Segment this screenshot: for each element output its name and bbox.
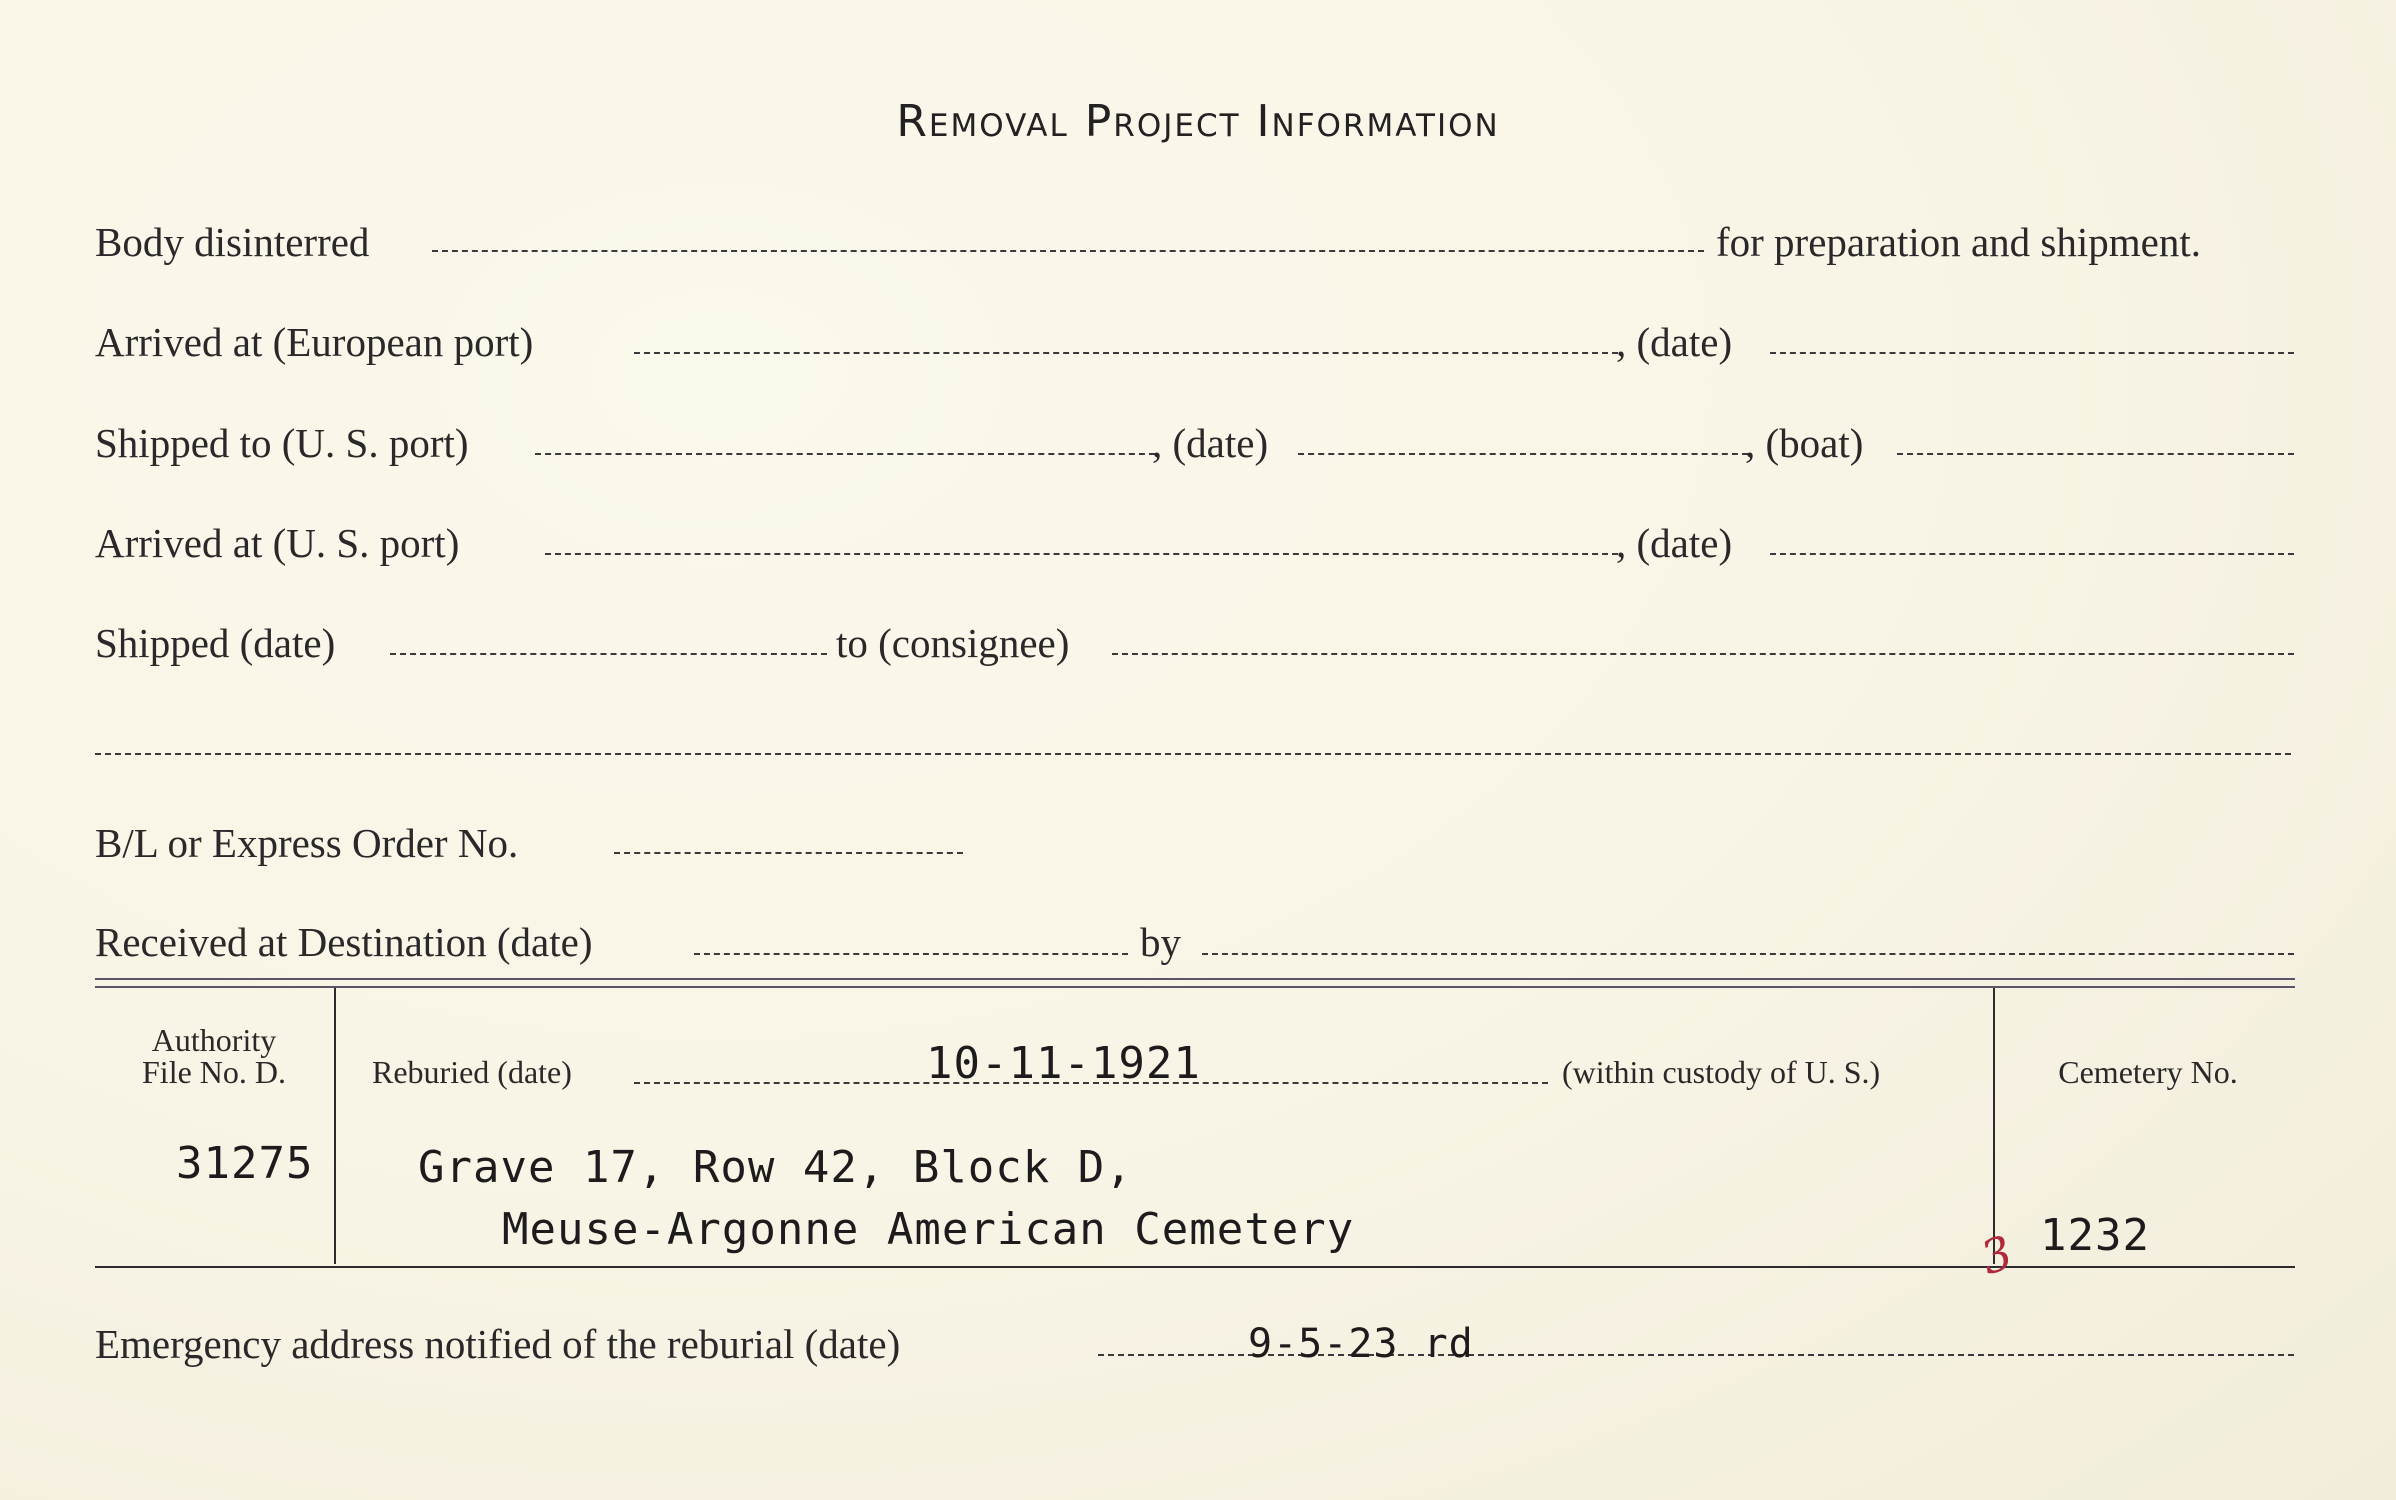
reburied-date-value: 10-11-1921 (926, 1038, 1201, 1089)
boat-label: , (boat) (1745, 420, 1864, 466)
boat-line (1897, 453, 2294, 455)
shipped-date-line (390, 653, 827, 655)
emergency-address-label: Emergency address notified of the reburial (date) (95, 1321, 901, 1367)
for-preparation-label: for preparation and shipment. (1716, 219, 2202, 265)
authority-file-number: 31275 (176, 1138, 314, 1189)
by-label: by (1140, 919, 1181, 965)
consignee-line (1112, 653, 2294, 655)
grave-location-line-2: Meuse-Argonne American Cemetery (502, 1204, 1355, 1255)
shipped-to-us-port-line (535, 453, 1155, 455)
section-rule-top (95, 978, 2295, 980)
cemetery-divider (1993, 988, 1995, 1264)
cemetery-number: 1232 (2040, 1210, 2150, 1261)
section-rule-bottom (95, 986, 2295, 988)
shipped-to-date-label: , (date) (1152, 420, 1269, 466)
body-disinterred-label: Body disinterred (95, 219, 370, 265)
arrived-european-date-line (1770, 352, 2294, 354)
arrived-us-port-line (545, 553, 1618, 555)
authority-label-2: File No. D. (142, 1054, 286, 1090)
arrived-us-port-label: Arrived at (U. S. port) (95, 520, 460, 566)
shipped-to-us-port-label: Shipped to (U. S. port) (95, 420, 469, 466)
received-destination-label: Received at Destination (date) (95, 919, 593, 965)
custody-label: (within custody of U. S.) (1562, 1054, 1881, 1090)
authority-divider (334, 988, 336, 1264)
arrived-us-date-label: , (date) (1616, 520, 1733, 566)
card-title: Removal Project Information (896, 96, 1500, 147)
bl-express-label: B/L or Express Order No. (95, 820, 519, 866)
arrived-us-date-line (1770, 553, 2294, 555)
grave-location-line-1: Grave 17, Row 42, Block D, (418, 1142, 1133, 1193)
arrived-european-date-label: , (date) (1616, 319, 1733, 365)
authority-label-1: Authority (151, 1022, 277, 1058)
body-disinterred-line (432, 250, 1704, 252)
arrived-european-port-label: Arrived at (European port) (95, 319, 534, 365)
bl-express-line (614, 852, 963, 854)
consignee-continuation-line (95, 753, 2291, 755)
cemetery-number-mark: 3 (1974, 1224, 2019, 1286)
to-consignee-label: to (consignee) (836, 620, 1070, 666)
cemetery-no-label: Cemetery No. (2058, 1054, 2238, 1090)
reburied-date-label: Reburied (date) (372, 1054, 572, 1090)
received-destination-line (694, 953, 1128, 955)
shipped-to-date-line (1298, 453, 1748, 455)
received-by-line (1202, 953, 2294, 955)
arrived-european-port-line (634, 352, 1618, 354)
emergency-address-date: 9-5-23 rd (1248, 1321, 1474, 1367)
lower-section-rule (95, 1266, 2295, 1268)
shipped-date-label: Shipped (date) (95, 620, 336, 666)
